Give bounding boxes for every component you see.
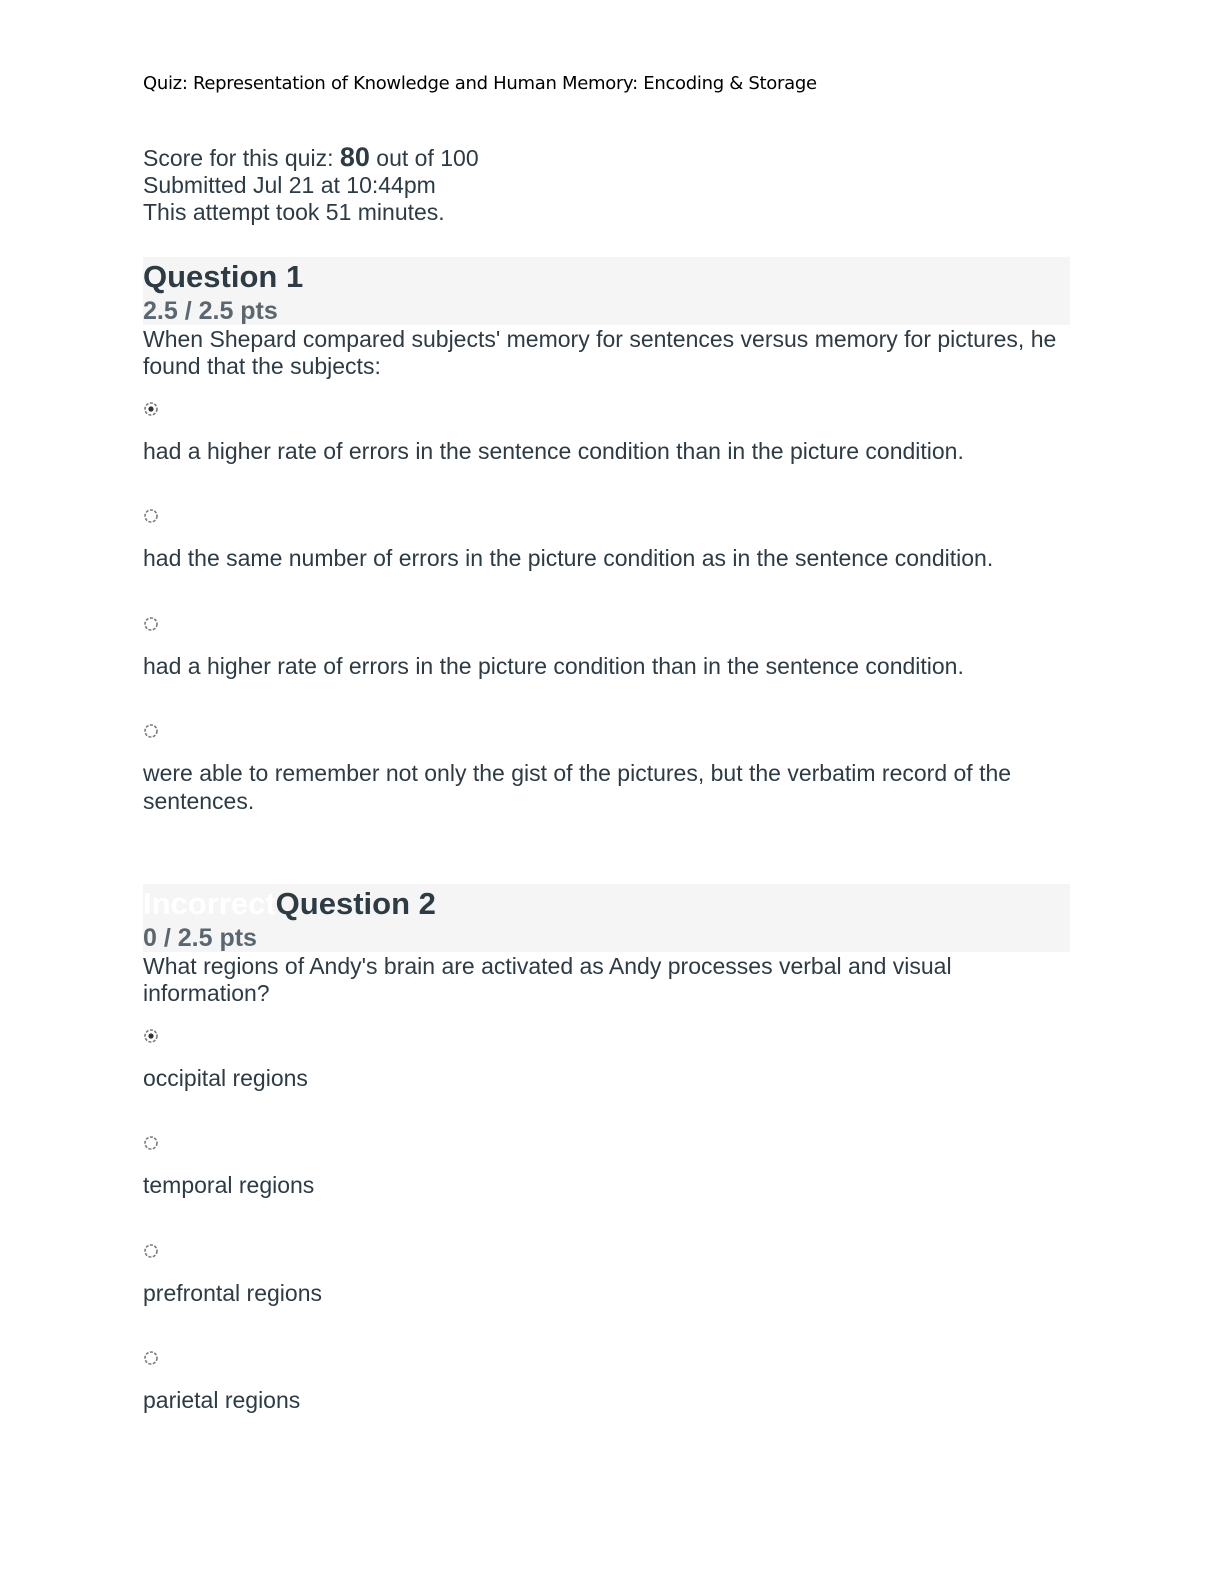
answer-label: had a higher rate of errors in the sentence condition than in the picture condition. (143, 438, 964, 464)
radio-icon[interactable] (143, 723, 161, 741)
answer-option (143, 1350, 161, 1368)
answer-option-text (143, 759, 1048, 815)
question-number: Question 2 (275, 886, 436, 921)
question-result-flag: Incorrect (143, 886, 276, 921)
answer-label: prefrontal regions (143, 1280, 322, 1306)
question-text: When Shepard compared subjects' memory for sentences versus memory for pictures, he found that the subjects: (143, 326, 1057, 379)
answer-label: occipital regions (143, 1065, 308, 1091)
answer-option-text (143, 544, 1043, 572)
answer-option-text (143, 1171, 1043, 1199)
answer-option-text (143, 1279, 1043, 1307)
radio-icon[interactable] (143, 1350, 161, 1368)
answer-option (143, 401, 161, 419)
radio-icon[interactable] (143, 1135, 161, 1153)
selected-radio-icon[interactable] (143, 401, 161, 419)
score-label: Score for this quiz: (143, 145, 340, 171)
question-2 (143, 884, 1070, 1413)
answer-option-text (143, 1064, 1043, 1092)
answer-label: parietal regions (143, 1387, 301, 1413)
question-1 (143, 257, 1070, 814)
radio-icon[interactable] (143, 508, 161, 526)
question-text: What regions of Andy's brain are activated as Andy processes verbal and visual information? (143, 953, 952, 1006)
question-title (143, 886, 436, 922)
question-points: 2.5 / 2.5 pts (143, 297, 278, 325)
answer-option-text (143, 437, 1043, 465)
submitted-time: Submitted Jul 21 at 10:44pm (143, 172, 436, 198)
question-header (143, 884, 1070, 952)
radio-icon[interactable] (143, 1243, 161, 1261)
question-header (143, 257, 1070, 325)
document-title: Quiz: Representation of Knowledge and Human Memory: Encoding & Storage (143, 73, 817, 94)
radio-icon[interactable] (143, 616, 161, 634)
answer-option (143, 1243, 161, 1261)
question-points: 0 / 2.5 pts (143, 924, 257, 952)
answer-option (143, 1135, 161, 1153)
answer-option-text (143, 652, 1043, 680)
score-line (143, 144, 479, 172)
answer-option (143, 1028, 161, 1046)
answer-option (143, 616, 161, 634)
quiz-summary (143, 144, 479, 226)
answer-option (143, 508, 161, 526)
answer-label: had a higher rate of errors in the picture condition than in the sentence condition. (143, 653, 964, 679)
question-number: Question 1 (143, 259, 304, 294)
answer-label: had the same number of errors in the picture condition as in the sentence condition. (143, 545, 994, 571)
answer-label: were able to remember not only the gist of the pictures, but the verbatim record of the sentences. (143, 760, 1012, 814)
selected-radio-icon[interactable] (143, 1028, 161, 1046)
score-total: out of 100 (369, 145, 479, 171)
attempt-duration: This attempt took 51 minutes. (143, 199, 445, 225)
score-value: 80 (339, 142, 370, 172)
answer-label: temporal regions (143, 1172, 315, 1198)
answer-option (143, 723, 161, 741)
answer-option-text (143, 1386, 1043, 1414)
question-title (143, 259, 303, 295)
